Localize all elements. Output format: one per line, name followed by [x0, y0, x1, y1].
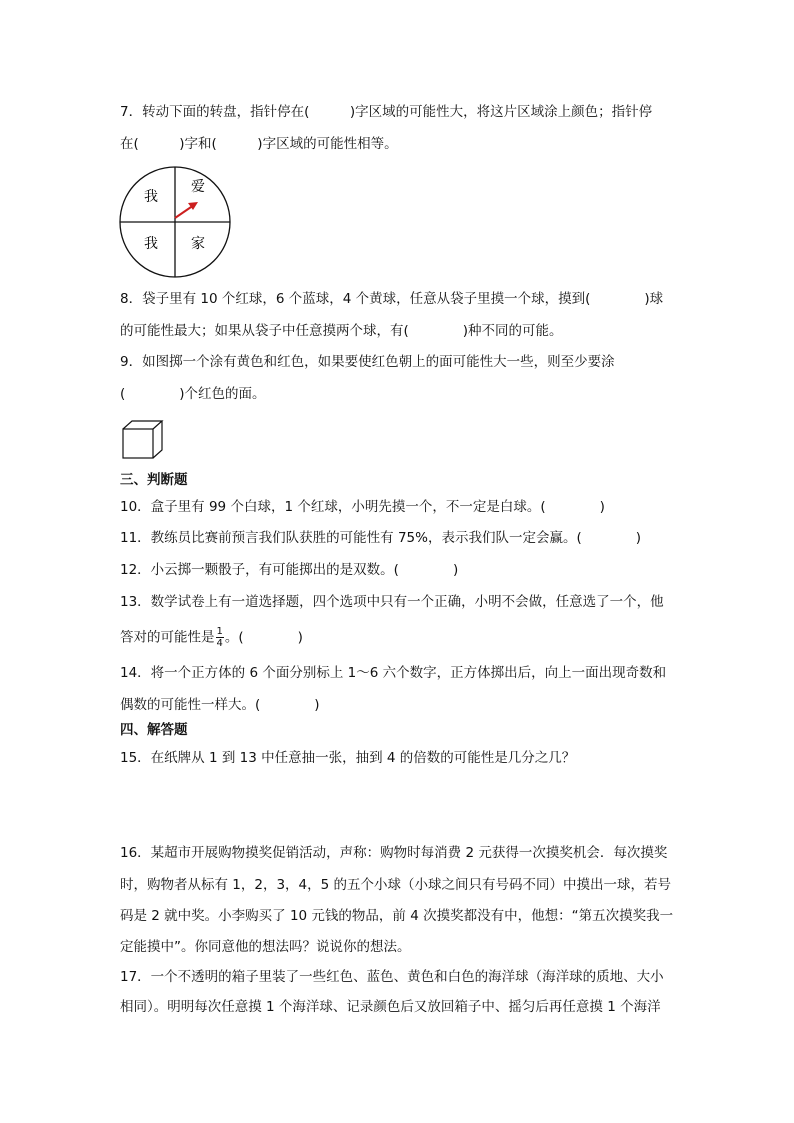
q13-fraction	[216, 626, 224, 649]
q16-line1: 16．某超市开展购物摸奖促销活动，声称：购物时每消费 2 元获得一次摸奖机会．每次摸奖	[120, 845, 668, 861]
q13-line2	[120, 626, 303, 649]
spinner-label-top-right: 爱	[191, 179, 205, 195]
spinner-label-bottom-right: 家	[191, 236, 205, 252]
q11: 11．教练员比赛前预言我们队获胜的可能性有 75%，表示我们队一定会赢。( )	[120, 530, 642, 546]
q13-text-before: 答对的可能性是	[120, 629, 215, 646]
spinner-label-top-left: 我	[144, 189, 158, 205]
q13-fraction-numerator: 1	[216, 626, 223, 637]
q12: 12．小云掷一颗骰子，有可能掷出的是双数。( )	[120, 562, 459, 578]
q16-line2: 时，购物者从标有 1，2，3，4，5 的五个小球（小球之间只有号码不同）中摸出一球，若号	[120, 877, 672, 893]
section-4-title: 四、解答题	[120, 722, 188, 738]
q7-line1: 7．转动下面的转盘，指针停在( )字区域的可能性大，将这片区域涂上颜色；指针停	[120, 104, 653, 120]
q9-line1: 9．如图掷一个涂有黄色和红色，如果要使红色朝上的面可能性大一些，则至少要涂	[120, 354, 615, 370]
q7-line2: 在( )字和( )字区域的可能性相等。	[120, 136, 398, 152]
spinner-label-bottom-left: 我	[144, 236, 158, 252]
q14-line2: 偶数的可能性一样大。( )	[120, 697, 320, 713]
q8-line2: 的可能性最大；如果从袋子中任意摸两个球，有( )种不同的可能。	[120, 323, 563, 339]
q15: 15．在纸牌从 1 到 13 中任意抽一张，抽到 4 的倍数的可能性是几分之几？	[120, 750, 576, 766]
q17-line2: 相同）。明明每次任意摸 1 个海洋球、记录颜色后又放回箱子中、摇匀后再任意摸 1 个海洋	[120, 999, 661, 1015]
q14-line1: 14．将一个正方体的 6 个面分别标上 1～6 六个数字，正方体掷出后，向上一面出现奇数和	[120, 665, 667, 681]
section-3-title: 三、判断题	[120, 472, 188, 488]
q10: 10．盒子里有 99 个白球，1 个红球，小明先摸一个，不一定是白球。( )	[120, 499, 605, 515]
q13-line1: 13．数学试卷上有一道选择题，四个选项中只有一个正确，小明不会做，任意选了一个，他	[120, 594, 664, 610]
q9-line2: ( )个红色的面。	[120, 386, 266, 402]
q13-text-after: 。( )	[224, 629, 303, 646]
q13-fraction-denominator: 4	[216, 638, 223, 649]
spinner-arrow-icon	[175, 202, 198, 218]
cube-icon	[122, 420, 166, 460]
q8-line1: 8．袋子里有 10 个红球，6 个蓝球，4 个黄球，任意从袋子里摸一个球，摸到( )球	[120, 291, 664, 307]
spinner-diagram	[118, 165, 234, 279]
q16-line3: 码是 2 就中奖。小李购买了 10 元钱的物品，前 4 次摸奖都没有中，他想：“第五次摸奖我一	[120, 908, 674, 924]
q16-line4: 定能摸中”。你同意他的想法吗？说说你的想法。	[120, 939, 411, 955]
q17-line1: 17．一个不透明的箱子里装了一些红色、蓝色、黄色和白色的海洋球（海洋球的质地、大小	[120, 969, 664, 985]
